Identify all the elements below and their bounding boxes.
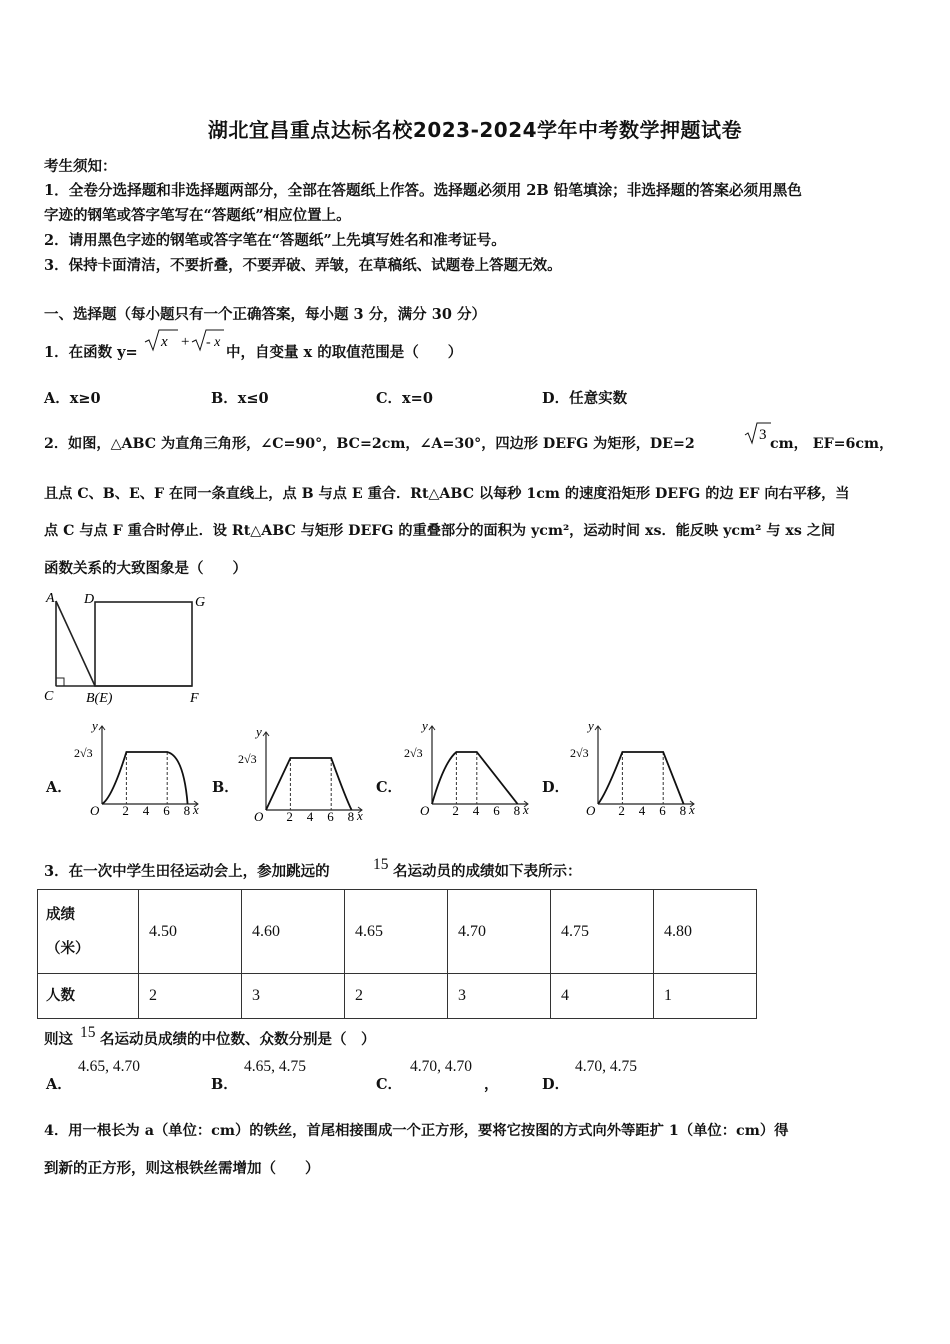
table-cell: 4.50	[139, 890, 242, 974]
q2-line-4: 函数关系的大致图象是（ ）	[44, 560, 247, 577]
score-table	[37, 889, 757, 1019]
page-title: 湖北宜昌重点达标名校2023-2024学年中考数学押题试卷	[207, 118, 743, 142]
label-a: A	[46, 591, 55, 606]
q2-option-a-label[interactable]: A．	[46, 779, 72, 796]
y-axis-label: y	[256, 724, 262, 739]
label-c: C	[44, 689, 54, 704]
q1-option-c[interactable]: C．x=0	[376, 390, 433, 407]
level-label: 2√3	[238, 752, 257, 766]
triangle-hypotenuse	[56, 601, 95, 686]
tick-label: 4	[306, 809, 314, 824]
table-row-head: 人数	[38, 974, 139, 1019]
tick-label: 6	[493, 803, 500, 818]
function-curve	[266, 758, 352, 810]
q1-radicand-a: x	[161, 334, 168, 350]
q3-option-a-label[interactable]: A．	[46, 1076, 72, 1093]
function-curve	[102, 752, 188, 804]
x-axis-label: x	[357, 808, 363, 823]
q4-line-1: 4．用一根长为 a（单位：cm）的铁丝，首尾相接围成一个正方形，要将它按图的方式向外等距扩 1（单位：cm）得	[44, 1123, 789, 1139]
q3-count: 15	[373, 856, 389, 873]
y-axis-label: y	[588, 718, 594, 733]
q2-graph-d[interactable]	[570, 718, 700, 828]
q1-option-a[interactable]: A．x≥0	[44, 390, 101, 407]
table-cell: 1	[654, 974, 757, 1019]
tick-label: 2	[452, 803, 459, 818]
tick-label: 6	[659, 803, 666, 818]
table-cell: 3	[448, 974, 551, 1019]
q2-option-b-label[interactable]: B．	[212, 779, 239, 796]
table-row	[38, 890, 757, 974]
q2-graph-b[interactable]	[238, 724, 368, 834]
x-axis-label: x	[523, 802, 529, 817]
q2-line-1b: cm， EF=6cm，	[770, 436, 894, 452]
q3-option-b-value[interactable]: 4.65, 4.75	[244, 1058, 306, 1075]
origin-label: O	[254, 809, 264, 824]
notice-line-1b: 字迹的钢笔或答字笔写在“答题纸”相应位置上。	[44, 207, 351, 224]
head-score: 成绩	[46, 905, 75, 923]
q3-option-a-value[interactable]: 4.65, 4.70	[78, 1058, 140, 1075]
q3-prefix: 3．在一次中学生田径运动会上，参加跳远的	[44, 863, 330, 880]
q3-option-c-comma: ，	[484, 1076, 499, 1093]
table-cell: 4.70	[448, 890, 551, 974]
x-axis-label: x	[193, 802, 199, 817]
y-axis-label: y	[422, 718, 428, 733]
q3-ask-count: 15	[80, 1024, 96, 1041]
q3-option-d-value[interactable]: 4.70, 4.75	[575, 1058, 637, 1075]
tick-label: 8	[513, 803, 521, 818]
tick-label: 4	[472, 803, 480, 818]
rectangle-defg	[95, 602, 192, 686]
q3-option-c-label[interactable]: C．	[376, 1076, 403, 1093]
tick-label: 2	[618, 803, 625, 818]
q1-option-d[interactable]: D．任意实数	[542, 390, 628, 407]
q2-line-2: 且点 C、B、E、F 在同一条直线上，点 B 与点 E 重合．Rt△ABC 以每秒 1cm 的速度沿矩形 DEFG 的边 EF 向右平移，当	[44, 486, 850, 502]
table-cell: 2	[345, 974, 448, 1019]
q3-suffix: 名运动员的成绩如下表所示：	[393, 863, 582, 880]
y-axis-label: y	[92, 718, 98, 733]
q4-line-2: 到新的正方形，则这根铁丝需增加（ ）	[44, 1160, 320, 1177]
tick-label: 4	[638, 803, 646, 818]
label-d: D	[84, 592, 95, 607]
q1-formula	[142, 326, 226, 356]
q2-line-1a: 2．如图，△ABC 为直角三角形，∠C=90°，BC=2cm，∠A=30°，四边形 DEFG 为矩形，DE=2	[44, 436, 695, 452]
q3-ask-prefix: 则这	[44, 1031, 73, 1048]
q2-option-d-label[interactable]: D．	[542, 779, 570, 796]
table-row	[38, 974, 757, 1019]
table-cell: 4.75	[551, 890, 654, 974]
tick-label: 6	[327, 809, 334, 824]
tick-label: 8	[679, 803, 687, 818]
notice-line-2: 2．请用黑色字迹的钢笔或答字笔在“答题纸”上先填写姓名和准考证号。	[44, 232, 506, 249]
origin-label: O	[90, 803, 100, 818]
function-curve	[432, 752, 518, 804]
q2-geometry-figure	[40, 588, 220, 708]
q2-line-3: 点 C 与点 F 重合时停止．设 Rt△ABC 与矩形 DEFG 的重叠部分的面积为 ycm²，运动时间 xs．能反映 ycm² 与 xs 之间	[44, 523, 836, 539]
table-cell: 4.65	[345, 890, 448, 974]
function-curve	[598, 752, 684, 804]
right-angle-mark	[56, 678, 64, 686]
label-g: G	[195, 595, 206, 610]
q3-option-b-label[interactable]: B．	[211, 1076, 238, 1093]
q2-graph-c[interactable]	[404, 718, 534, 828]
tick-label: 6	[163, 803, 170, 818]
q1-prefix: 1．在函数 y=	[44, 344, 138, 361]
x-axis-label: x	[689, 802, 695, 817]
level-label: 2√3	[570, 746, 589, 760]
tick-label: 8	[347, 809, 355, 824]
q3-option-c-value[interactable]: 4.70, 4.70	[410, 1058, 472, 1075]
q1-radicand-b: - x	[206, 335, 221, 350]
q3-ask-suffix: 名运动员成绩的中位数、众数分别是（ ）	[100, 1031, 376, 1048]
label-be: B(E)	[86, 691, 113, 706]
q2-sqrt3	[743, 420, 773, 448]
table-cell: 4.60	[242, 890, 345, 974]
level-label: 2√3	[404, 746, 423, 760]
origin-label: O	[586, 803, 596, 818]
q1-plus: +	[181, 334, 190, 350]
table-cell: 3	[242, 974, 345, 1019]
tick-label: 2	[286, 809, 293, 824]
tick-label: 8	[183, 803, 191, 818]
head-meter: （米）	[46, 939, 90, 957]
notice-line-3: 3．保持卡面清洁，不要折叠，不要弄破、弄皱，在草稿纸、试题卷上答题无效。	[44, 257, 562, 274]
notice-heading: 考生须知：	[44, 158, 117, 175]
section-heading: 一、选择题（每小题只有一个正确答案，每小题 3 分，满分 30 分）	[44, 306, 486, 323]
q1-suffix: 中，自变量 x 的取值范围是（ ）	[226, 344, 463, 361]
q1-option-b[interactable]: B．x≤0	[211, 390, 269, 407]
table-cell: 4.80	[654, 890, 757, 974]
table-cell: 4	[551, 974, 654, 1019]
level-label: 2√3	[74, 746, 93, 760]
label-f: F	[190, 691, 199, 706]
q2-radicand: 3	[759, 427, 767, 443]
origin-label: O	[420, 803, 430, 818]
table-cell: 2	[139, 974, 242, 1019]
q2-option-c-label[interactable]: C．	[376, 779, 403, 796]
tick-label: 4	[142, 803, 150, 818]
notice-line-1: 1．全卷分选择题和非选择题两部分，全部在答题纸上作答。选择题必须用 2B 铅笔填涂；非选择题的答案必须用黑色	[44, 182, 802, 199]
tick-label: 2	[122, 803, 129, 818]
q2-graph-a[interactable]	[74, 718, 204, 828]
q3-option-d-label[interactable]: D．	[542, 1076, 570, 1093]
table-row-head	[38, 890, 139, 974]
